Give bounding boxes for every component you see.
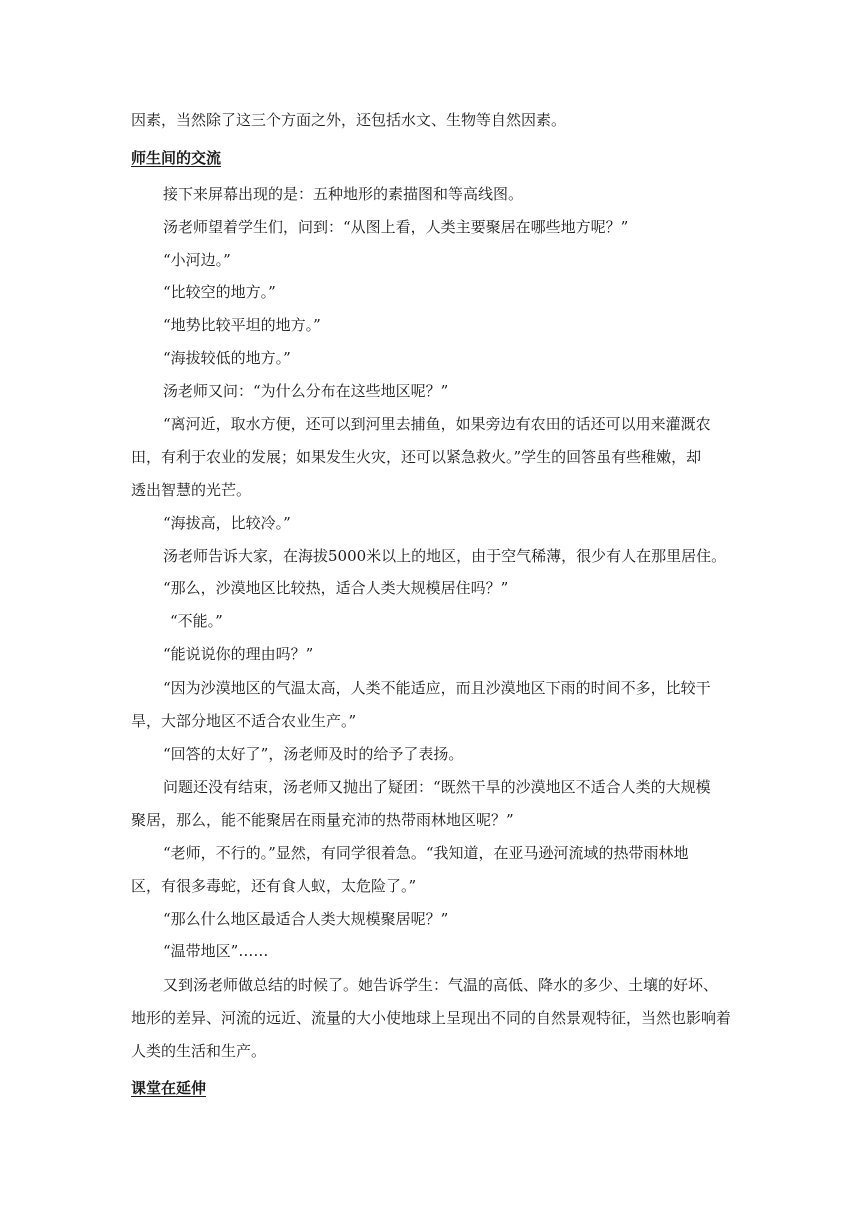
section-heading: 师生间的交流 [131, 149, 222, 167]
paragraph-line: 聚居，那么，能不能聚居在雨量充沛的热带雨林地区呢？” [131, 811, 514, 829]
paragraph-line: “海拔高，比较冷。” [163, 514, 291, 532]
section-heading: 课堂在延伸 [131, 1079, 207, 1097]
paragraph-line: 旱，大部分地区不适合农业生产。” [131, 712, 357, 730]
paragraph-line: 透出智慧的光芒。 [131, 481, 252, 499]
paragraph-line: 人类的生活和生产。 [131, 1042, 267, 1060]
paragraph-line: 汤老师告诉大家，在海拔5000米以上的地区，由于空气稀薄，很少有人在那里居住。 [163, 547, 727, 565]
paragraph-line: “离河近，取水方便，还可以到河里去捕鱼，如果旁边有农田的话还可以用来灌溉农 [163, 415, 711, 433]
paragraph-line: “回答的太好了”，汤老师及时的给予了表扬。 [163, 745, 464, 763]
paragraph-line: “那么，沙漠地区比较热，适合人类大规模居住吗？” [163, 579, 509, 597]
paragraph-line: 接下来屏幕出现的是：五种地形的素描图和等高线图。 [163, 185, 524, 203]
paragraph-line: 问题还没有结束，汤老师又抛出了疑团：“既然干旱的沙漠地区不适合人类的大规模 [163, 778, 711, 796]
paragraph-line: “比较空的地方。” [163, 283, 276, 301]
paragraph-line: “那么什么地区最适合人类大规模聚居呢？” [163, 910, 449, 928]
paragraph-line: “海拔较低的地方。” [163, 349, 291, 367]
paragraph-line: 汤老师望着学生们，问到：“从图上看，人类主要聚居在哪些地方呢？” [163, 218, 629, 236]
paragraph-line: 地形的差异、河流的远近、流量的大小使地球上呈现出不同的自然景观特征，当然也影响着 [131, 1009, 732, 1027]
paragraph-line: 又到汤老师做总结的时候了。她告诉学生：气温的高低、降水的多少、土壤的好坏、 [163, 976, 719, 994]
paragraph-line: 汤老师又问：“为什么分布在这些地区呢？” [163, 382, 449, 400]
paragraph-line: “温带地区”…… [163, 942, 269, 960]
paragraph-line: “小河边。” [163, 251, 231, 269]
paragraph-line: “地势比较平坦的地方。” [163, 316, 321, 334]
paragraph-line: 区，有很多毒蛇，还有食人蚁，太危险了。” [131, 877, 417, 895]
paragraph-line: 田，有利于农业的发展；如果发生火灾，还可以紧急救火。”学生的回答虽有些稚嫩，却 [131, 448, 702, 466]
paragraph-line: “因为沙漠地区的气温太高，人类不能适应，而且沙漠地区下雨的时间不多，比较干 [163, 679, 711, 697]
paragraph-line: “老师，不行的。”显然，有同学很着急。“我知道，在亚马逊河流域的热带雨林地 [163, 844, 689, 862]
paragraph-line: “不能。” [170, 612, 223, 630]
paragraph-line: 因素，当然除了这三个方面之外，还包括水文、生物等自然因素。 [131, 111, 567, 129]
paragraph-line: “能说说你的理由吗？” [163, 645, 314, 663]
